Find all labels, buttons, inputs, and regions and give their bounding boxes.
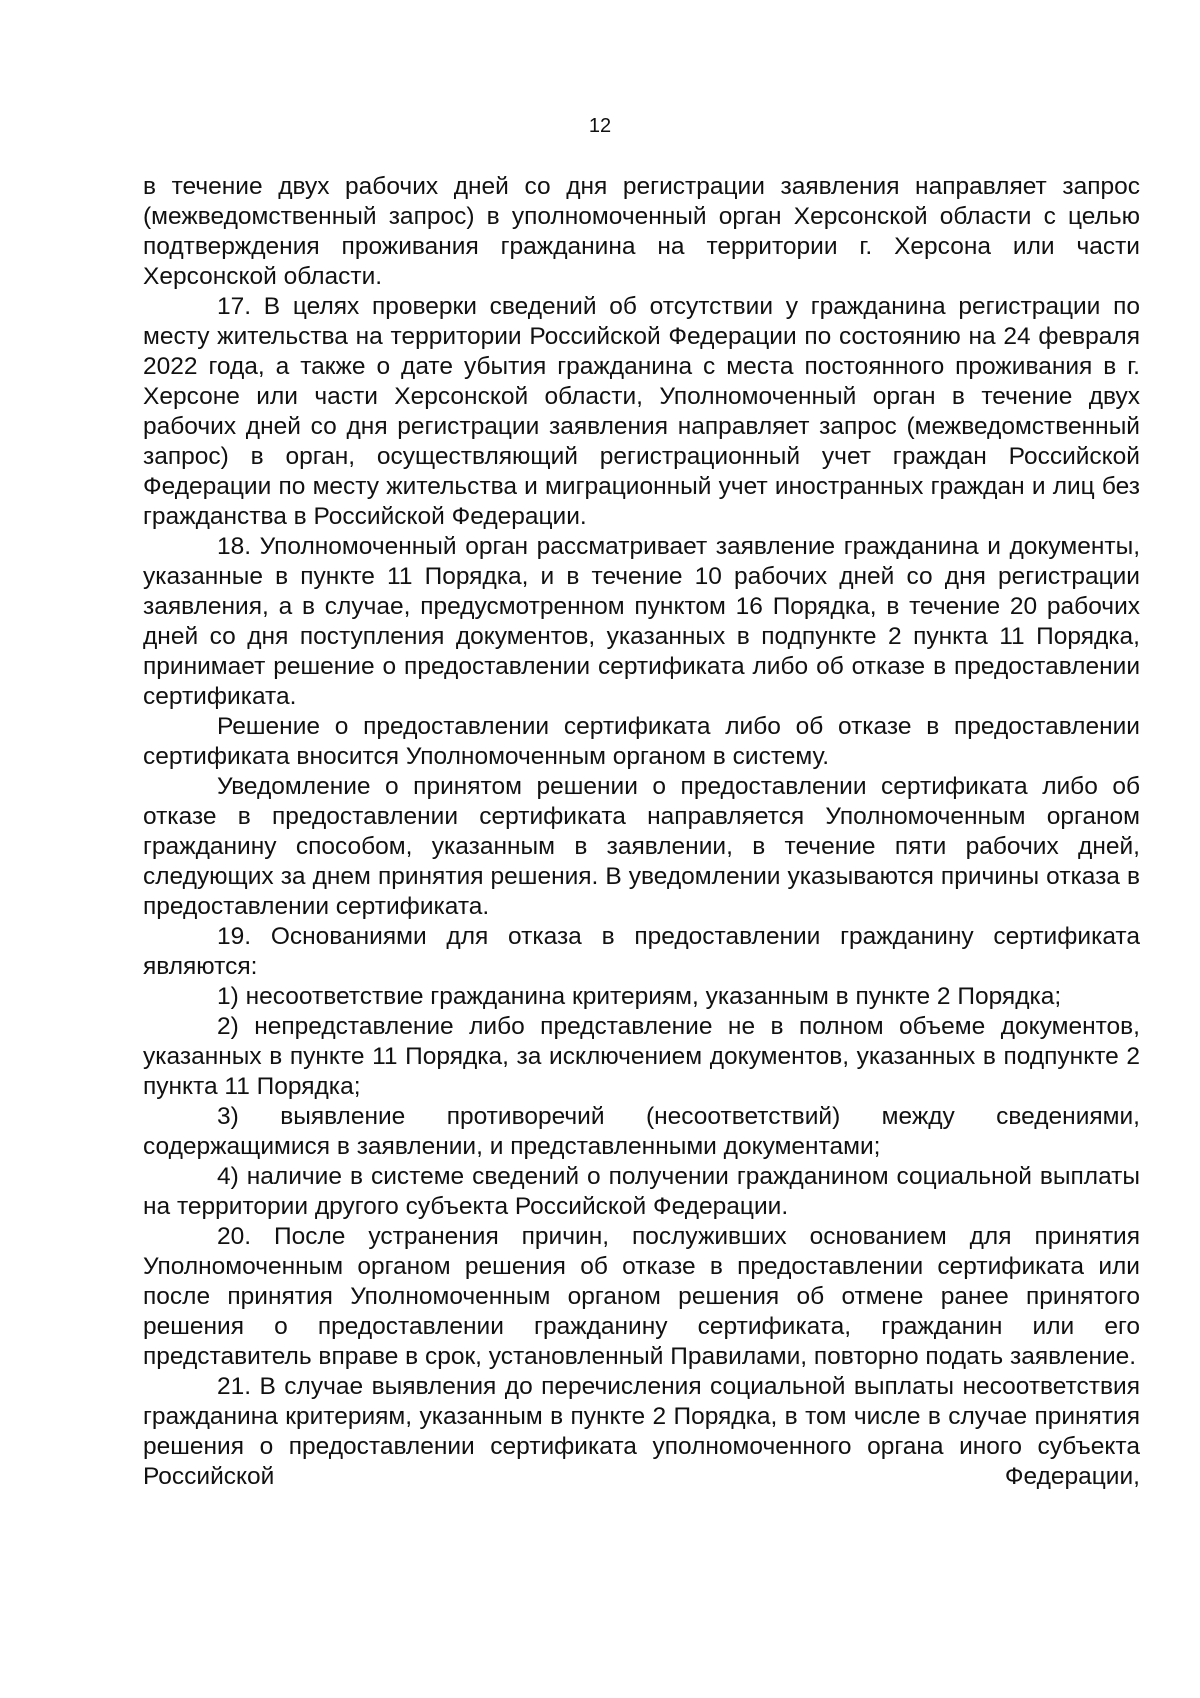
- paragraph-20: 20. После устранения причин, послуживших основанием для принятия Уполномоченным органом решения об отказе в предоставлении сертификата или после принятия Уполномоченным органом решения об отмене ранее принятого решения о предоставлении гражданину сертификата, гражданин или его представитель вправе в срок, установленный Правилами, повторно подать заявление.: [143, 1223, 1140, 1370]
- paragraph-19-item-1: 1) несоответствие гражданина критериям, указанным в пункте 2 Порядка;: [217, 983, 1062, 1010]
- paragraph-21: 21. В случае выявления до перечисления социальной выплаты несоответствия гражданина критериям, указанным в пункте 2 Порядка, в том числе в случае принятия решения о предоставлении сертификата уполномоченного органа иного субъекта Российской Федерации,: [143, 1373, 1140, 1490]
- paragraph-18-decision: Решение о предоставлении сертификата либо об отказе в предоставлении сертификата вносится Уполномоченным органом в систему.: [143, 713, 1140, 770]
- document-body: [143, 172, 1140, 1492]
- paragraph-19-item-3: 3) выявление противоречий (несоответствий) между сведениями, содержащимися в заявлении, и представленными документами;: [143, 1103, 1140, 1160]
- paragraph-continuation: в течение двух рабочих дней со дня регистрации заявления направляет запрос (межведомственный запрос) в уполномоченный орган Херсонской области с целью подтверждения проживания гражданина на территории г. Херсона или части Херсонской области.: [143, 173, 1140, 290]
- paragraph-19-item-2: 2) непредставление либо представление не в полном объеме документов, указанных в пункте 11 Порядка, за исключением документов, указанных в подпункте 2 пункта 11 Порядка;: [143, 1013, 1140, 1100]
- paragraph-19-item-4: 4) наличие в системе сведений о получении гражданином социальной выплаты на территории другого субъекта Российской Федерации.: [143, 1163, 1140, 1220]
- paragraph-19: 19. Основаниями для отказа в предоставлении гражданину сертификата являются:: [143, 923, 1140, 980]
- paragraph-17: 17. В целях проверки сведений об отсутствии у гражданина регистрации по месту жительства на территории Российской Федерации по состоянию на 24 февраля 2022 года, а также о дате убытия гражданина с места постоянного проживания в г. Херсоне или части Херсонской области, Уполномоченный орган в течение двух рабочих дней со дня регистрации заявления направляет запрос (межведомственный запрос) в орган, осуществляющий регистрационный учет граждан Российской Федерации по месту жительства и миграционный учет иностранных граждан и лиц без гражданства в Российской Федерации.: [143, 293, 1140, 530]
- page-number: 12: [588, 115, 612, 137]
- paragraph-18: 18. Уполномоченный орган рассматривает заявление гражданина и документы, указанные в пункте 11 Порядка, и в течение 10 рабочих дней со дня регистрации заявления, а в случае, предусмотренном пунктом 16 Порядка, в течение 20 рабочих дней со дня поступления документов, указанных в подпункте 2 пункта 11 Порядка, принимает решение о предоставлении сертификата либо об отказе в предоставлении сертификата.: [143, 533, 1140, 710]
- paragraph-18-notification: Уведомление о принятом решении о предоставлении сертификата либо об отказе в предоставлении сертификата направляется Уполномоченным органом гражданину способом, указанным в заявлении, в течение пяти рабочих дней, следующих за днем принятия решения. В уведомлении указываются причины отказа в предоставлении сертификата.: [143, 773, 1140, 920]
